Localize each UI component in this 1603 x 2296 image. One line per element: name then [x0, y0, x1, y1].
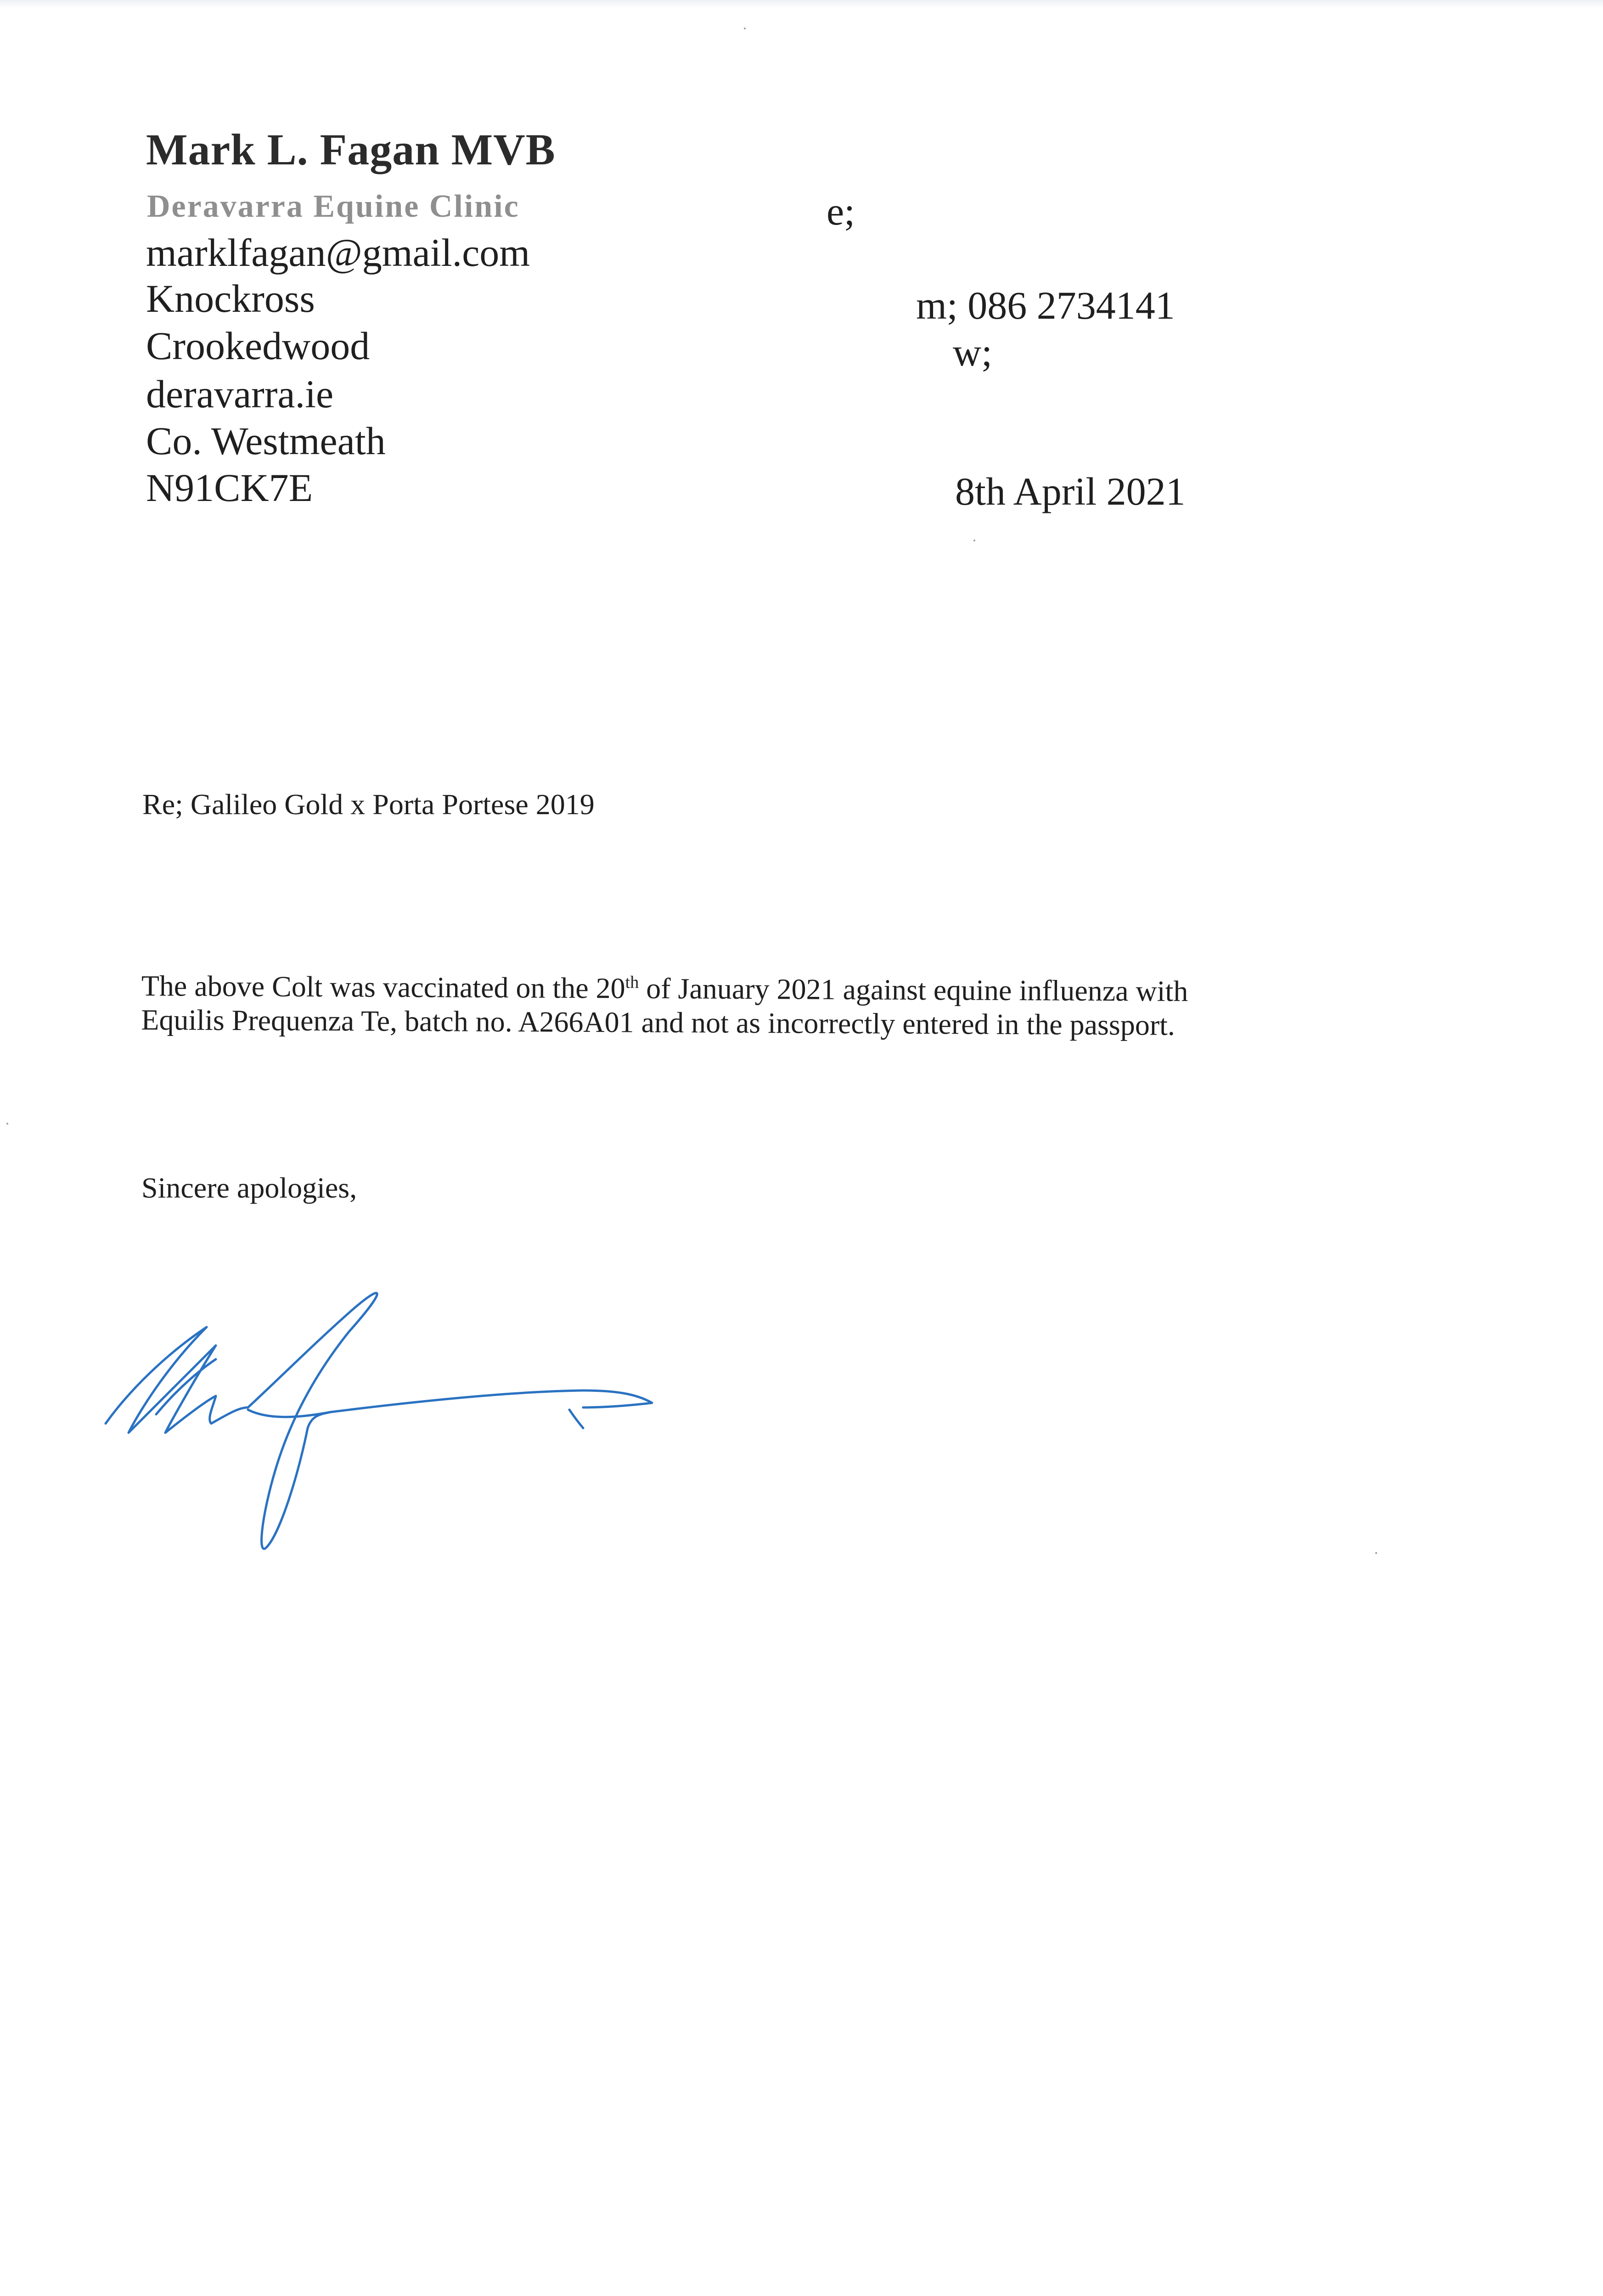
web-label: w; — [953, 330, 992, 374]
address-line-county: Co. Westmeath — [146, 419, 386, 463]
sender-email: marklfagan@gmail.com — [146, 231, 530, 275]
scan-speck — [973, 540, 975, 541]
sender-name: Mark L. Fagan MVB — [146, 125, 556, 174]
scan-speck — [1375, 1552, 1377, 1554]
address-line-village: Crookedwood — [146, 324, 370, 368]
ordinal-suffix: th — [625, 973, 639, 992]
scan-edge — [0, 0, 1603, 8]
closing-line: Sincere apologies, — [141, 1171, 357, 1204]
body-paragraph — [141, 969, 1207, 1042]
body-text-end: of January 2021 against equine influenza with Equilis Prequenza Te, batch no. A266A01 and not as incorrectly entered in the passport. — [141, 972, 1188, 1041]
subject-line: Re; Galileo Gold x Porta Portese 2019 — [142, 788, 595, 821]
sender-website: deravarra.ie — [146, 372, 334, 416]
email-label: e; — [827, 189, 855, 233]
scan-speck — [744, 28, 746, 29]
scan-speck — [6, 1123, 8, 1125]
address-line-townland: Knockross — [146, 276, 315, 321]
mobile-number: m; 086 2734141 — [916, 283, 1175, 327]
letter-date: 8th April 2021 — [955, 469, 1186, 513]
clinic-name: Deravarra Equine Clinic — [147, 189, 520, 224]
body-text-start: The above Colt was vaccinated on the 20 — [141, 969, 625, 1005]
signature — [101, 1277, 716, 1561]
address-line-eircode: N91CK7E — [146, 466, 313, 510]
